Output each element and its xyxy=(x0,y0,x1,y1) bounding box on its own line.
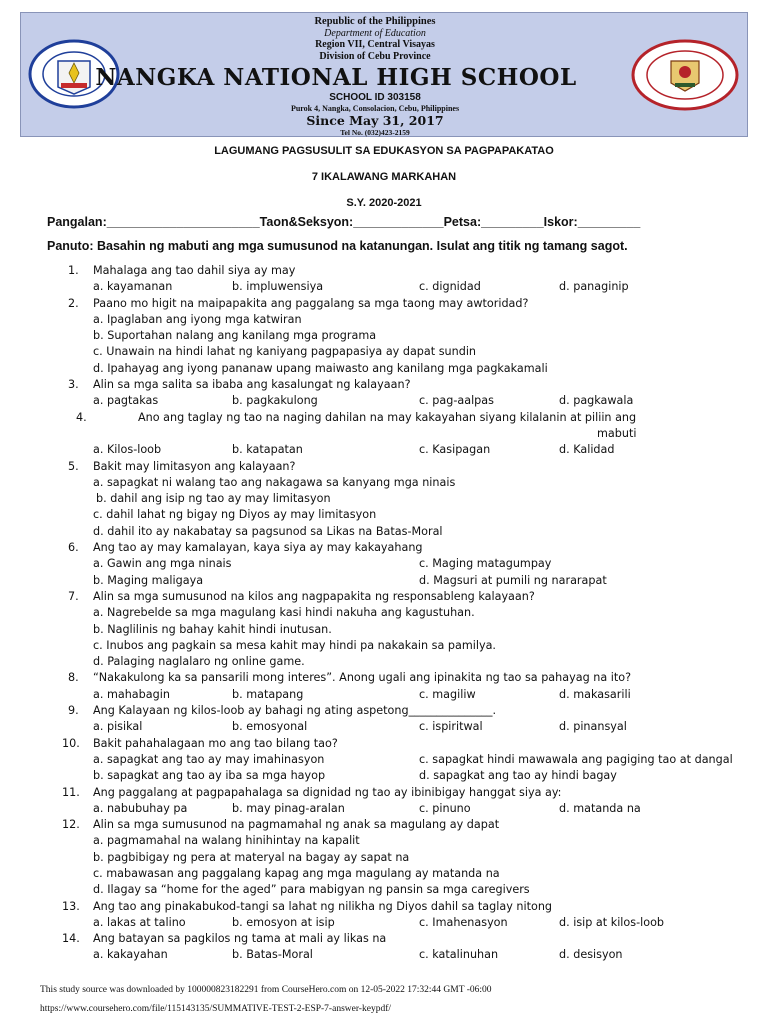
question-text: Mahalaga ang tao dahil siya ay may xyxy=(93,264,296,277)
choice-a: a. sapagkat ni walang tao ang nakagawa sa kanyang mga ninais xyxy=(93,475,456,489)
question-number: 7. xyxy=(68,589,79,603)
header-text xyxy=(95,16,629,137)
question-number: 3. xyxy=(68,378,79,392)
question-number: 10. xyxy=(62,736,80,750)
choice-c: c. Inubos ang pagkain sa mesa kahit may hindi pa nakakain sa pamilya. xyxy=(93,638,496,652)
question-row xyxy=(0,687,768,703)
question-row xyxy=(0,801,768,817)
question-number: 1. xyxy=(68,264,79,277)
question-row xyxy=(0,540,768,556)
question-row xyxy=(0,491,768,507)
question-row xyxy=(0,507,768,523)
choice-b: b. impluwensiya xyxy=(232,280,324,294)
question-row xyxy=(0,866,768,882)
question-list xyxy=(0,263,768,964)
question-row xyxy=(0,361,768,377)
quarter-title: 7 IKALAWANG MARKAHAN xyxy=(311,171,457,183)
choice-a: a. nabubuhay pa xyxy=(93,801,188,815)
question-number: 9. xyxy=(68,704,79,718)
question-row xyxy=(0,670,768,686)
question-row xyxy=(0,947,768,963)
choice-a: a. kakayahan xyxy=(93,948,168,962)
question-row xyxy=(0,622,768,638)
choice-d: d. pinansyal xyxy=(559,720,627,734)
question-row xyxy=(0,328,768,344)
choice-d: d. Ipahayag ang iyong pananaw upang maiwasto ang kanilang mga pagkakamali xyxy=(93,361,548,375)
choice-b: b. Naglilinis ng bahay kahit hindi inutusan. xyxy=(93,622,332,636)
question-row xyxy=(0,296,768,312)
school-id: SCHOOL ID 303158 xyxy=(329,92,421,103)
question-number: 6. xyxy=(68,541,79,555)
choice-a: a. Gawin ang mga ninais xyxy=(93,557,232,571)
choice-a: a. Ipaglaban ang iyong mga katwiran xyxy=(93,312,302,326)
question-row xyxy=(0,393,768,409)
question-text: Paano mo higit na maipapakita ang paggalang sa mga taong may awtoridad? xyxy=(93,296,529,310)
choice-a: a. Nagrebelde sa mga magulang kasi hindi nakuha ang kagustuhan. xyxy=(93,606,475,620)
choice-c: c. Unawain na hindi lahat ng kaniyang pagpapasiya ay dapat sundin xyxy=(93,345,477,359)
footer-source: This study source was downloaded by 100000823182291 from CourseHero.com on 12-05-2022 17:32:44 GMT -06:00 xyxy=(40,985,492,995)
question-row xyxy=(0,736,768,752)
choice-a: a. kayamanan xyxy=(93,280,173,294)
question-row xyxy=(0,654,768,670)
question-text: Ang batayan sa pagkilos ng tama at mali ay likas na xyxy=(93,932,387,946)
question-row xyxy=(0,882,768,898)
choice-a: a. Kilos-loob xyxy=(93,443,162,457)
question-row xyxy=(0,589,768,605)
choice-a: a. lakas at talino xyxy=(93,915,186,929)
question-row xyxy=(0,556,768,572)
choice-a: a. pagtakas xyxy=(93,394,159,408)
choice-c: c. pag-aalpas xyxy=(419,394,494,408)
question-number: 13. xyxy=(62,899,80,913)
choice-b: b. emosyon at isip xyxy=(232,915,335,929)
choice-b: b. Batas-Moral xyxy=(232,948,313,962)
question-text: Ang tao ay may kamalayan, kaya siya ay may kakayahang xyxy=(93,541,423,555)
choice-c: c. Imahenasyon xyxy=(419,915,508,929)
choice-c: c. katalinuhan xyxy=(419,948,499,962)
question-row xyxy=(0,817,768,833)
choice-d: d. pagkawala xyxy=(559,394,634,408)
question-row xyxy=(0,279,768,295)
header-line-2: Department of Education xyxy=(324,28,426,39)
choice-b: b. katapatan xyxy=(232,443,303,457)
choice-c: c. ispiritwal xyxy=(419,720,483,734)
question-text: Alin sa mga sumusunod na pagmamahal ng anak sa magulang ay dapat xyxy=(93,818,500,832)
question-row xyxy=(0,719,768,735)
header-line-4: Division of Cebu Province xyxy=(319,51,431,62)
choice-c: c. Kasipagan xyxy=(419,443,491,457)
school-year: S.Y. 2020-2021 xyxy=(346,197,422,209)
question-row xyxy=(0,459,768,475)
question-number: 5. xyxy=(68,459,79,473)
question-row xyxy=(0,263,768,279)
choice-d: d. makasarili xyxy=(559,687,631,701)
question-row xyxy=(0,768,768,784)
choice-a: a. sapagkat ang tao ay may imahinasyon xyxy=(93,752,325,766)
question-row xyxy=(0,442,768,458)
choice-c: c. dignidad xyxy=(419,280,481,294)
choice-a: a. mahabagin xyxy=(93,687,170,701)
question-text: Bakit pahahalagaan mo ang tao bilang tao? xyxy=(93,736,338,750)
choice-b: b. matapang xyxy=(232,687,304,701)
question-row xyxy=(0,377,768,393)
choice-b: b. pagkakulong xyxy=(232,394,318,408)
question-row xyxy=(0,931,768,947)
question-row xyxy=(0,785,768,801)
school-address: Purok 4, Nangka, Consolacion, Cebu, Philippines xyxy=(290,104,460,113)
header-line-1: Republic of the Philippines xyxy=(314,16,436,27)
header-line-3: Region VII, Central Visayas xyxy=(315,39,435,50)
question-text: Ang tao ang pinakabukod-tangi sa lahat ng nilikha ng Diyos dahil sa taglay nitong xyxy=(93,899,553,913)
question-text: Ang paggalang at pagpapahalaga sa dignidad ng tao ay ibinibigay hanggat siya ay: xyxy=(93,785,562,799)
question-number: 14. xyxy=(62,932,80,946)
choice-c: c. pinuno xyxy=(419,801,471,815)
choice-d: d. Palaging naglalaro ng online game. xyxy=(93,655,305,669)
question-text: Ano ang taglay ng tao na naging dahilan na may kakayahan siyang kilalanin at piliin ang xyxy=(138,410,637,424)
school-name: NANGKA NATIONAL HIGH SCHOOL xyxy=(95,64,577,91)
question-text: Bakit may limitasyon ang kalayaan? xyxy=(93,459,296,473)
school-header xyxy=(20,12,748,137)
choice-b: b. Suportahan nalang ang kanilang mga programa xyxy=(93,329,377,343)
question-row xyxy=(0,833,768,849)
question-row xyxy=(0,752,768,768)
choice-a: a. pisikal xyxy=(93,720,143,734)
choice-d: d. isip at kilos-loob xyxy=(559,915,665,929)
choice-b: b. pagbibigay ng pera at materyal na bagay ay sapat na xyxy=(93,850,410,864)
question-row xyxy=(0,638,768,654)
choice-b: b. dahil ang isip ng tao ay may limitasyon xyxy=(96,492,331,506)
question-row xyxy=(0,475,768,491)
footer-url: https://www.coursehero.com/file/115143135/SUMMATIVE-TEST-2-ESP-7-answer-keypdf/ xyxy=(40,1004,391,1014)
question-row xyxy=(0,850,768,866)
question-number: 12. xyxy=(62,818,80,832)
choice-c: c. Maging matagumpay xyxy=(419,557,552,571)
choice-d: d. Magsuri at pumili ng nararapat xyxy=(419,573,607,587)
question-row xyxy=(0,703,768,719)
choice-d: d. dahil ito ay nakabatay sa pagsunod sa Likas na Batas-Moral xyxy=(93,524,443,538)
question-row xyxy=(0,899,768,915)
question-row xyxy=(0,524,768,540)
question-text: Alin sa mga salita sa ibaba ang kasalungat ng kalayaan? xyxy=(93,378,411,392)
choice-c: c. magiliw xyxy=(419,687,476,701)
choice-d: d. desisyon xyxy=(559,948,623,962)
choice-d: d. Ilagay sa “home for the aged” para mabigyan ng pansin sa mga caregivers xyxy=(93,883,530,897)
choice-b: b. may pinag-aralan xyxy=(232,801,345,815)
question-number: 2. xyxy=(68,296,79,310)
choice-d: d. Kalidad xyxy=(559,443,615,457)
exam-title: LAGUMANG PAGSUSULIT SA EDUKASYON SA PAGPAPAKATAO xyxy=(214,145,554,157)
question-row xyxy=(0,312,768,328)
question-text-cont: mabuti xyxy=(597,426,637,440)
choice-d: d. matanda na xyxy=(559,801,641,815)
question-number: 11. xyxy=(62,785,80,799)
choice-b: b. Maging maligaya xyxy=(93,573,204,587)
student-info-fields: Pangalan:______________________Taon&Seksyon:_____________Petsa:_________Iskor:_________ xyxy=(47,215,641,229)
question-row xyxy=(0,573,768,589)
choice-c: c. mabawasan ang paggalang kapag ang mga magulang ay matanda na xyxy=(93,866,500,880)
choice-d: d. sapagkat ang tao ay hindi bagay xyxy=(419,769,617,783)
choice-b: b. sapagkat ang tao ay iba sa mga hayop xyxy=(93,769,326,783)
choice-c: c. sapagkat hindi mawawala ang pagiging tao at dangal xyxy=(419,752,733,766)
question-text: Alin sa mga sumusunod na kilos ang nagpapakita ng responsableng kalayaan? xyxy=(93,589,535,603)
since-date: Since May 31, 2017 xyxy=(306,113,444,128)
question-text: Ang Kalayaan ng kilos-loob ay bahagi ng ating aspetong_______________. xyxy=(93,704,497,718)
question-row xyxy=(0,426,768,442)
choice-b: b. emosyonal xyxy=(232,720,308,734)
question-number: 4. xyxy=(76,410,87,424)
question-text: “Nakakulong ka sa pansarili mong interes”. Anong ugali ang ipinakita ng tao sa pahayag na ito? xyxy=(93,671,632,685)
question-row xyxy=(0,410,768,426)
choice-c: c. dahil lahat ng bigay ng Diyos ay may limitasyon xyxy=(93,508,377,522)
question-row xyxy=(0,605,768,621)
choice-d: d. panaginip xyxy=(559,280,629,294)
telephone: Tel No. (032)423-2159 xyxy=(340,128,410,137)
question-row xyxy=(0,915,768,931)
question-row xyxy=(0,344,768,360)
choice-a: a. pagmamahal na walang hinihintay na kapalit xyxy=(93,834,360,848)
instructions: Panuto: Basahin ng mabuti ang mga sumusunod na katanungan. Isulat ang titik ng tamang sagot. xyxy=(47,239,628,253)
school-seal-icon xyxy=(631,39,739,111)
question-number: 8. xyxy=(68,671,79,685)
